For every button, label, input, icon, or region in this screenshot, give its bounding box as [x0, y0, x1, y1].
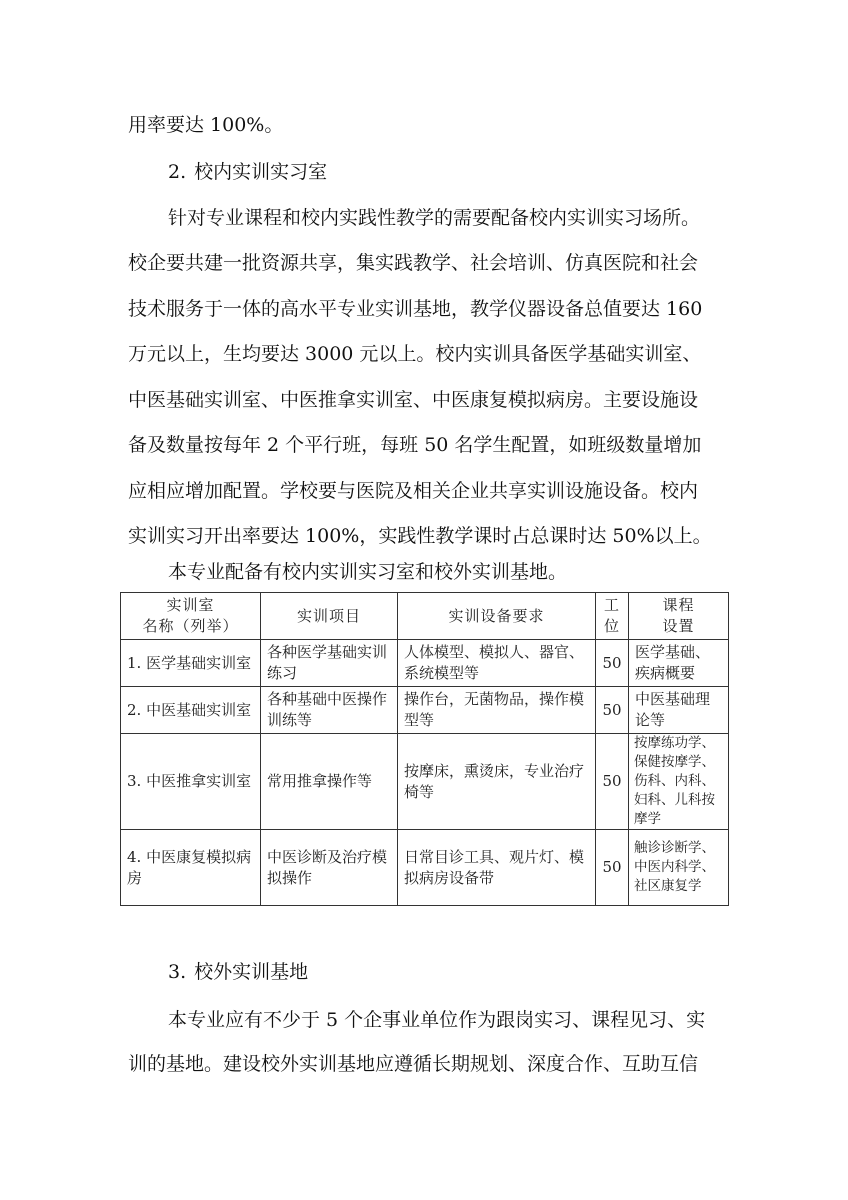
cell-room: 2. 中医基础实训室 — [121, 687, 261, 734]
cell-stations: 50 — [596, 687, 629, 734]
header-courses: 课程 设置 — [629, 593, 729, 640]
cell-room: 4. 中医康复模拟病房 — [121, 830, 261, 906]
cell-stations: 50 — [596, 830, 629, 906]
training-room-table — [120, 592, 729, 906]
paragraph-line: 校企要共建一批资源共享，集实践教学、社会培训、仿真医院和社会 — [128, 252, 699, 274]
header-equipment: 实训设备要求 — [398, 593, 596, 640]
paragraph-line: 实训实习开出率要达 100%，实践性教学课时占总课时达 50%以上。 — [128, 525, 712, 547]
cell-courses: 中医基础理论等 — [629, 687, 729, 734]
paragraph-line: 备及数量按每年 2 个平行班，每班 50 名学生配置，如班级数量增加 — [128, 434, 702, 456]
paragraph-line: 针对专业课程和校内实践性教学的需要配备校内实训实习场所。 — [168, 207, 701, 229]
header-stations: 工 位 — [596, 593, 629, 640]
cell-equipment: 日常目诊工具、观片灯、模拟病房设备带 — [398, 830, 596, 906]
cell-equipment: 人体模型、模拟人、器官、系统模型等 — [398, 640, 596, 687]
cell-project: 各种基础中医操作训练等 — [261, 687, 398, 734]
paragraph-line: 技术服务于一体的高水平专业实训基地，教学仪器设备总值要达 160 — [128, 298, 703, 320]
table-row — [121, 640, 729, 687]
cell-courses: 医学基础、疾病概要 — [629, 640, 729, 687]
cell-room: 1. 医学基础实训室 — [121, 640, 261, 687]
paragraph-line: 本专业配备有校内实训实习室和校外实训基地。 — [168, 561, 568, 583]
table-row — [121, 687, 729, 734]
heading-number: 3. — [168, 961, 187, 983]
cell-project: 中医诊断及治疗模拟操作 — [261, 830, 398, 906]
heading-number: 2. — [168, 161, 187, 183]
cell-project: 常用推拿操作等 — [261, 734, 398, 830]
cell-stations: 50 — [596, 640, 629, 687]
paragraph-line: 本专业应有不少于 5 个企事业单位作为跟岗实习、课程见习、实 — [168, 1009, 706, 1031]
section-heading-3 — [168, 952, 308, 992]
heading-text: 校外实训基地 — [194, 961, 309, 983]
table-row — [121, 830, 729, 906]
cell-room: 3. 中医推拿实训室 — [121, 734, 261, 830]
cell-courses: 触诊诊断学、中医内科学、社区康复学 — [629, 830, 729, 906]
table-header-row — [121, 593, 729, 640]
header-project: 实训项目 — [261, 593, 398, 640]
cell-equipment: 操作台，无菌物品，操作模型等 — [398, 687, 596, 734]
heading-text: 校内实训实习室 — [194, 161, 328, 183]
paragraph-line: 中医基础实训室、中医推拿实训室、中医康复模拟病房。主要设施设 — [128, 389, 699, 411]
header-room: 实训室 名称（列举） — [121, 593, 261, 640]
paragraph-line: 万元以上，生均要达 3000 元以上。校内实训具备医学基础实训室、 — [128, 343, 702, 365]
paragraph-line: 用率要达 100%。 — [128, 114, 284, 136]
section-heading-2 — [168, 152, 327, 192]
table-row — [121, 734, 729, 830]
cell-equipment: 按摩床，熏烫床，专业治疗椅等 — [398, 734, 596, 830]
cell-stations: 50 — [596, 734, 629, 830]
paragraph-line: 应相应增加配置。学校要与医院及相关企业共享实训设施设备。校内 — [128, 480, 699, 502]
paragraph-line: 训的基地。建设校外实训基地应遵循长期规划、深度合作、互助互信 — [128, 1053, 699, 1075]
cell-project: 各种医学基础实训练习 — [261, 640, 398, 687]
cell-courses: 按摩练功学、保健按摩学、伤科、内科、妇科、儿科按摩学 — [629, 734, 729, 830]
